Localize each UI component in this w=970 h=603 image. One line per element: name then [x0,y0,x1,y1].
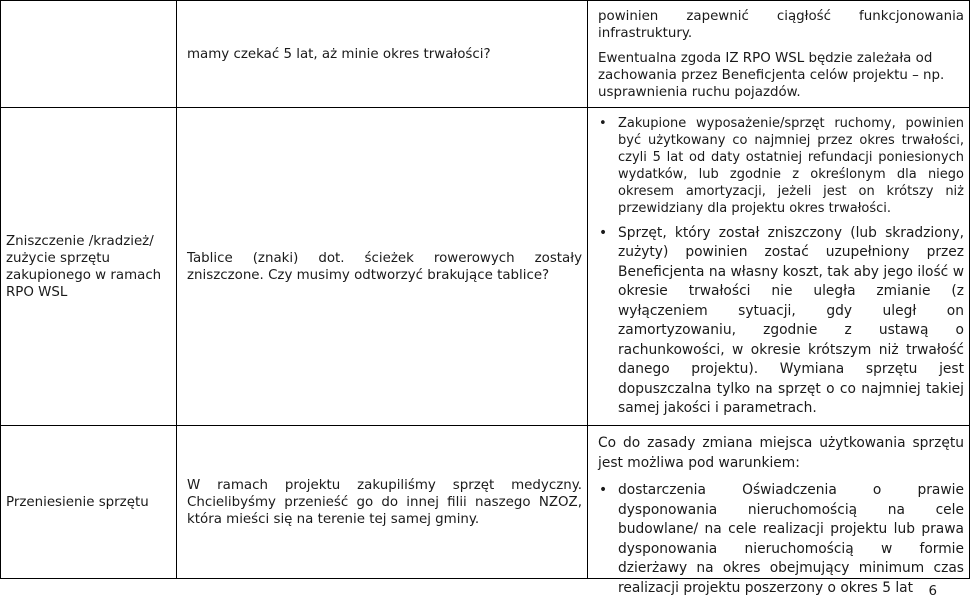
row1-col2-cell [177,108,588,426]
list-item [599,224,964,419]
row2-col3-cell [588,426,970,596]
row2-col2-cell [177,426,588,579]
row1-topic: Zniszczenie /kradzież/ zużycie sprzętu zakupionego w ramach RPO WSL [6,233,162,300]
row2-intro: Co do zasady zmiana miejsca użytkowania sprzętu jest możliwa pod warunkiem: [598,435,964,471]
row1-bullet-text: Zakupione wyposażenie/sprzęt ruchomy, powinien być użytkowany co najmniej przez okres trwałości, czyli 5 lat od daty ostatniej refundacji poniesionych wydatków, lub zgodnie z określonym dla niego okresem amortyzacji, jeżeli jest on krótszy niż przewidziany dla projektu okres trwałości. [618,115,964,216]
row1-bullet-text: Sprzęt, który został zniszczony (lub skradziony, zużyty) powinien zostać uzupełniony przez Beneficjenta na własny koszt, tak aby jego ilość w okresie trwałości nie uległa zmianie (z wyłączeniem sytuacji, gdy uległ on zamortyzowaniu, zgodnie z ustawą o rachunkowości, w okresie krótszym niż trwałość danego projektu). Wymiana sprzętu jest dopuszczalna tylko na sprzęt o co najmniej takiej samej jakości i parametrach. [618,224,964,416]
row0-col3-cell [588,1,970,108]
row2-topic: Przeniesienie sprzętu [6,494,149,510]
row1-question: Tablice (znaki) dot. ścieżek rowerowych zostały zniszczone. Czy musimy odtworzyć brakujące tablice? [187,250,582,283]
bullet-icon: • [599,224,608,241]
row0-answer-p1: powinien zapewnić ciągłość funkcjonowania infrastruktury. [598,8,964,41]
row1-col1-cell [1,108,177,426]
row0-question: mamy czekać 5 lat, aż minie okres trwałości? [187,46,491,62]
row0-col1-cell [1,1,177,108]
list-item [599,115,964,217]
row1-col3-cell [588,108,970,426]
table-row [1,108,970,426]
row2-bullet-text: dostarczenia Oświadczenia o prawie dysponowania nieruchomością na cele budowlane/ na cele realizacji projektu lub prawa dysponowania nieruchomością w formie dzierżawy na okres obejmujący minimum czas realizacji projektu poszerzony o okres 5 lat [618,482,964,596]
bullet-icon: • [599,482,608,498]
bullet-icon: • [599,115,607,131]
page-number: 6 [928,584,937,599]
table-row [1,426,970,579]
list-item [599,481,964,596]
row2-col1-cell [1,426,177,579]
row2-bullet-list [593,481,964,596]
row0-col2-cell [177,1,588,108]
table-row [1,1,970,108]
row1-bullet-list [593,115,964,419]
row0-answer-p2: Ewentualna zgoda IZ RPO WSL będzie zależała od zachowania przez Beneficjenta celów projektu – np. usprawnienia ruchu pojazdów. [598,50,945,100]
row2-question: W ramach projektu zakupiliśmy sprzęt medyczny. Chcielibyśmy przenieść go do innej filii naszego NZOZ, która mieści się na terenie tej samej gminy. [187,477,582,527]
